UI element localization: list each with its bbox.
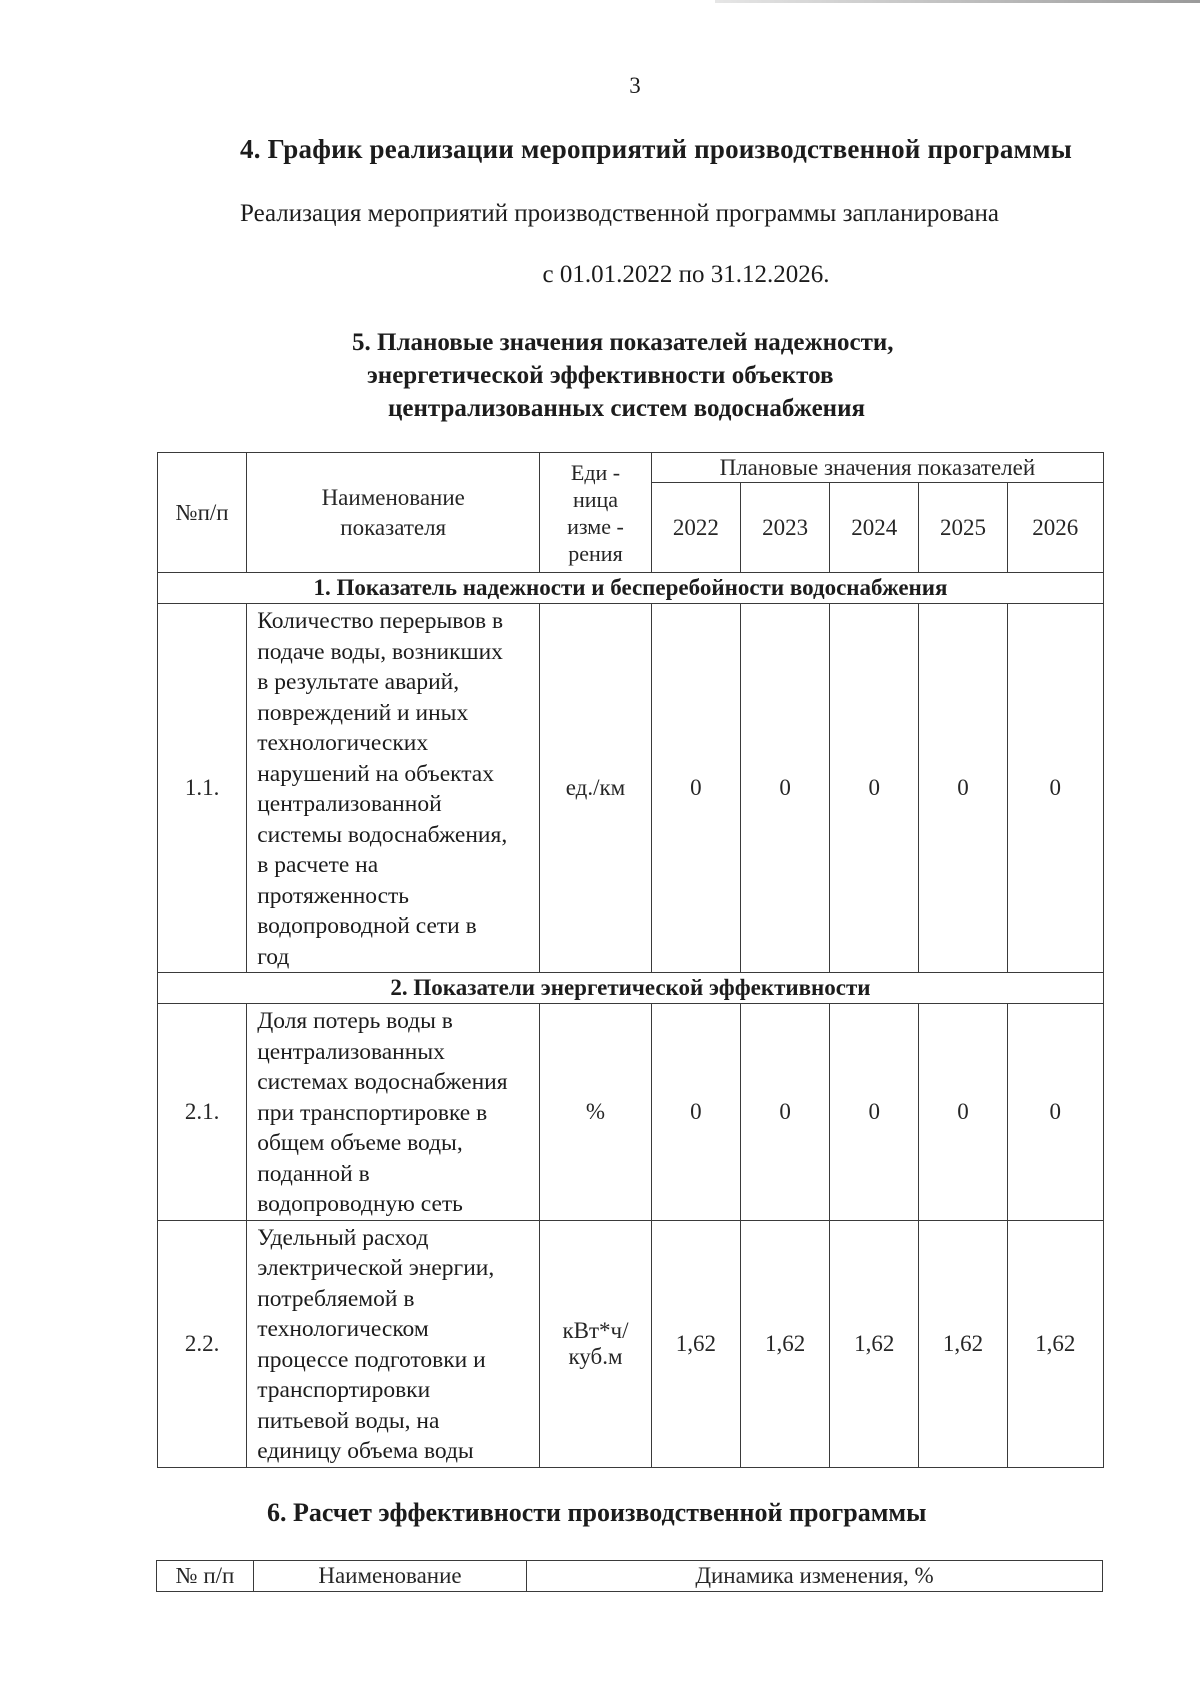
row-name-line: Количество перерывов в	[257, 608, 504, 634]
row-name-line: водопроводной сети в	[257, 913, 477, 939]
page-number: 3	[629, 73, 641, 98]
planned-indicators-table	[157, 452, 1104, 1468]
row-name-line: технологическом	[257, 1316, 429, 1342]
row-name-line: централизованной	[257, 791, 442, 817]
row-name-line: питьевой воды, на	[257, 1407, 440, 1434]
header-name	[247, 453, 540, 573]
row-num: 2.2.	[158, 1220, 247, 1467]
header-unit-line: рения	[568, 540, 623, 566]
row-name-line: в расчете на	[257, 852, 379, 878]
row-name-line: электрической энергии,	[257, 1255, 495, 1281]
row-name	[247, 1220, 540, 1467]
row-name-line: нарушений на объектах	[257, 760, 494, 787]
row-value: 1,62	[651, 1220, 740, 1467]
row-name-line: повреждений и иных	[257, 699, 469, 726]
row-name-line: протяженность	[257, 882, 410, 909]
efficiency-table	[156, 1560, 1103, 1592]
row-name-line: технологических	[257, 730, 429, 756]
row-name-line: транспортировки	[257, 1377, 431, 1403]
row-value: 1,62	[740, 1220, 829, 1467]
header-unit-line: изме -	[567, 513, 624, 539]
row-name-line: централизованных	[257, 1038, 445, 1065]
row-name-line: поданной в	[257, 1160, 370, 1187]
row-unit-line: %	[585, 1098, 606, 1124]
section-6-heading: 6. Расчет эффективности производственной программы	[267, 1498, 927, 1527]
row-name-line: Удельный расход	[257, 1224, 429, 1251]
header-unit-line: Еди -	[570, 459, 621, 485]
group-title: 2. Показатели энергетической эффективности	[158, 973, 1104, 1004]
row-value: 1,62	[919, 1220, 1007, 1467]
section-5-heading-line-1: 5. Плановые значения показателей надежности,	[352, 329, 894, 356]
row-value: 0	[919, 604, 1007, 973]
row-value: 1,62	[830, 1220, 919, 1467]
row-name-line: потребляемой в	[257, 1285, 415, 1312]
header-year: 2023	[740, 483, 829, 573]
row-value: 1,62	[1007, 1220, 1103, 1467]
row-unit	[540, 1220, 652, 1467]
row-value: 0	[830, 1004, 919, 1221]
row-value: 0	[740, 604, 829, 973]
header-year: 2025	[919, 483, 1007, 573]
row-name-line: водопроводную сеть	[257, 1191, 463, 1217]
row-value: 0	[919, 1004, 1007, 1221]
row-value: 0	[1007, 604, 1103, 973]
row-name-line: системы водоснабжения,	[257, 821, 508, 848]
scan-edge-artifact	[715, 0, 1200, 3]
section-4-heading: 4. График реализации мероприятий производственной программы	[240, 134, 1073, 164]
row-name	[247, 604, 540, 973]
row-num: 1.1.	[158, 604, 247, 973]
row-value: 0	[651, 1004, 740, 1221]
eff-header-name: Наименование	[254, 1561, 527, 1592]
row-value: 0	[740, 1004, 829, 1221]
row-unit	[540, 1004, 652, 1221]
row-num: 2.1.	[158, 1004, 247, 1221]
section-4-text-line-1: Реализация мероприятий производственной программы запланирована	[240, 200, 999, 227]
header-planned-values: Плановые значения показателей	[651, 453, 1103, 483]
eff-header-dynamics: Динамика изменения, %	[527, 1561, 1103, 1592]
row-value: 0	[1007, 1004, 1103, 1221]
row-unit-line: кВт*ч/	[562, 1317, 629, 1343]
section-4-text-line-2: с 01.01.2022 по 31.12.2026.	[542, 261, 830, 288]
row-name-line: год	[257, 943, 290, 970]
row-name-line: подаче воды, возникших	[257, 638, 503, 665]
header-year: 2026	[1007, 483, 1103, 573]
group-title: 1. Показатель надежности и бесперебойности водоснабжения	[158, 573, 1104, 604]
row-name-line: системах водоснабжения	[257, 1069, 508, 1095]
row-name-line: единицу объема воды	[257, 1438, 474, 1464]
header-unit	[540, 453, 652, 573]
row-unit-line: куб.м	[568, 1343, 623, 1369]
header-year: 2024	[830, 483, 919, 573]
row-name-line: в результате аварий,	[257, 669, 460, 695]
header-unit-line: ница	[572, 486, 619, 512]
section-5-heading-line-2: энергетической эффективности объектов	[367, 362, 834, 389]
row-name-line: при транспортировке в	[257, 1099, 488, 1126]
section-5-heading-line-3: централизованных систем водоснабжения	[388, 395, 866, 422]
header-num: №п/п	[158, 453, 247, 573]
row-unit-line: ед./км	[565, 775, 626, 800]
header-name-text: Наименование показателя	[321, 484, 465, 540]
eff-header-num: № п/п	[157, 1561, 254, 1592]
row-name-line: общем объеме воды,	[257, 1130, 463, 1156]
header-year: 2022	[651, 483, 740, 573]
row-name-line: процессе подготовки и	[257, 1346, 486, 1373]
row-name-line: Доля потерь воды в	[257, 1008, 453, 1034]
row-name	[247, 1004, 540, 1221]
row-value: 0	[651, 604, 740, 973]
row-value: 0	[830, 604, 919, 973]
row-unit	[540, 604, 652, 973]
